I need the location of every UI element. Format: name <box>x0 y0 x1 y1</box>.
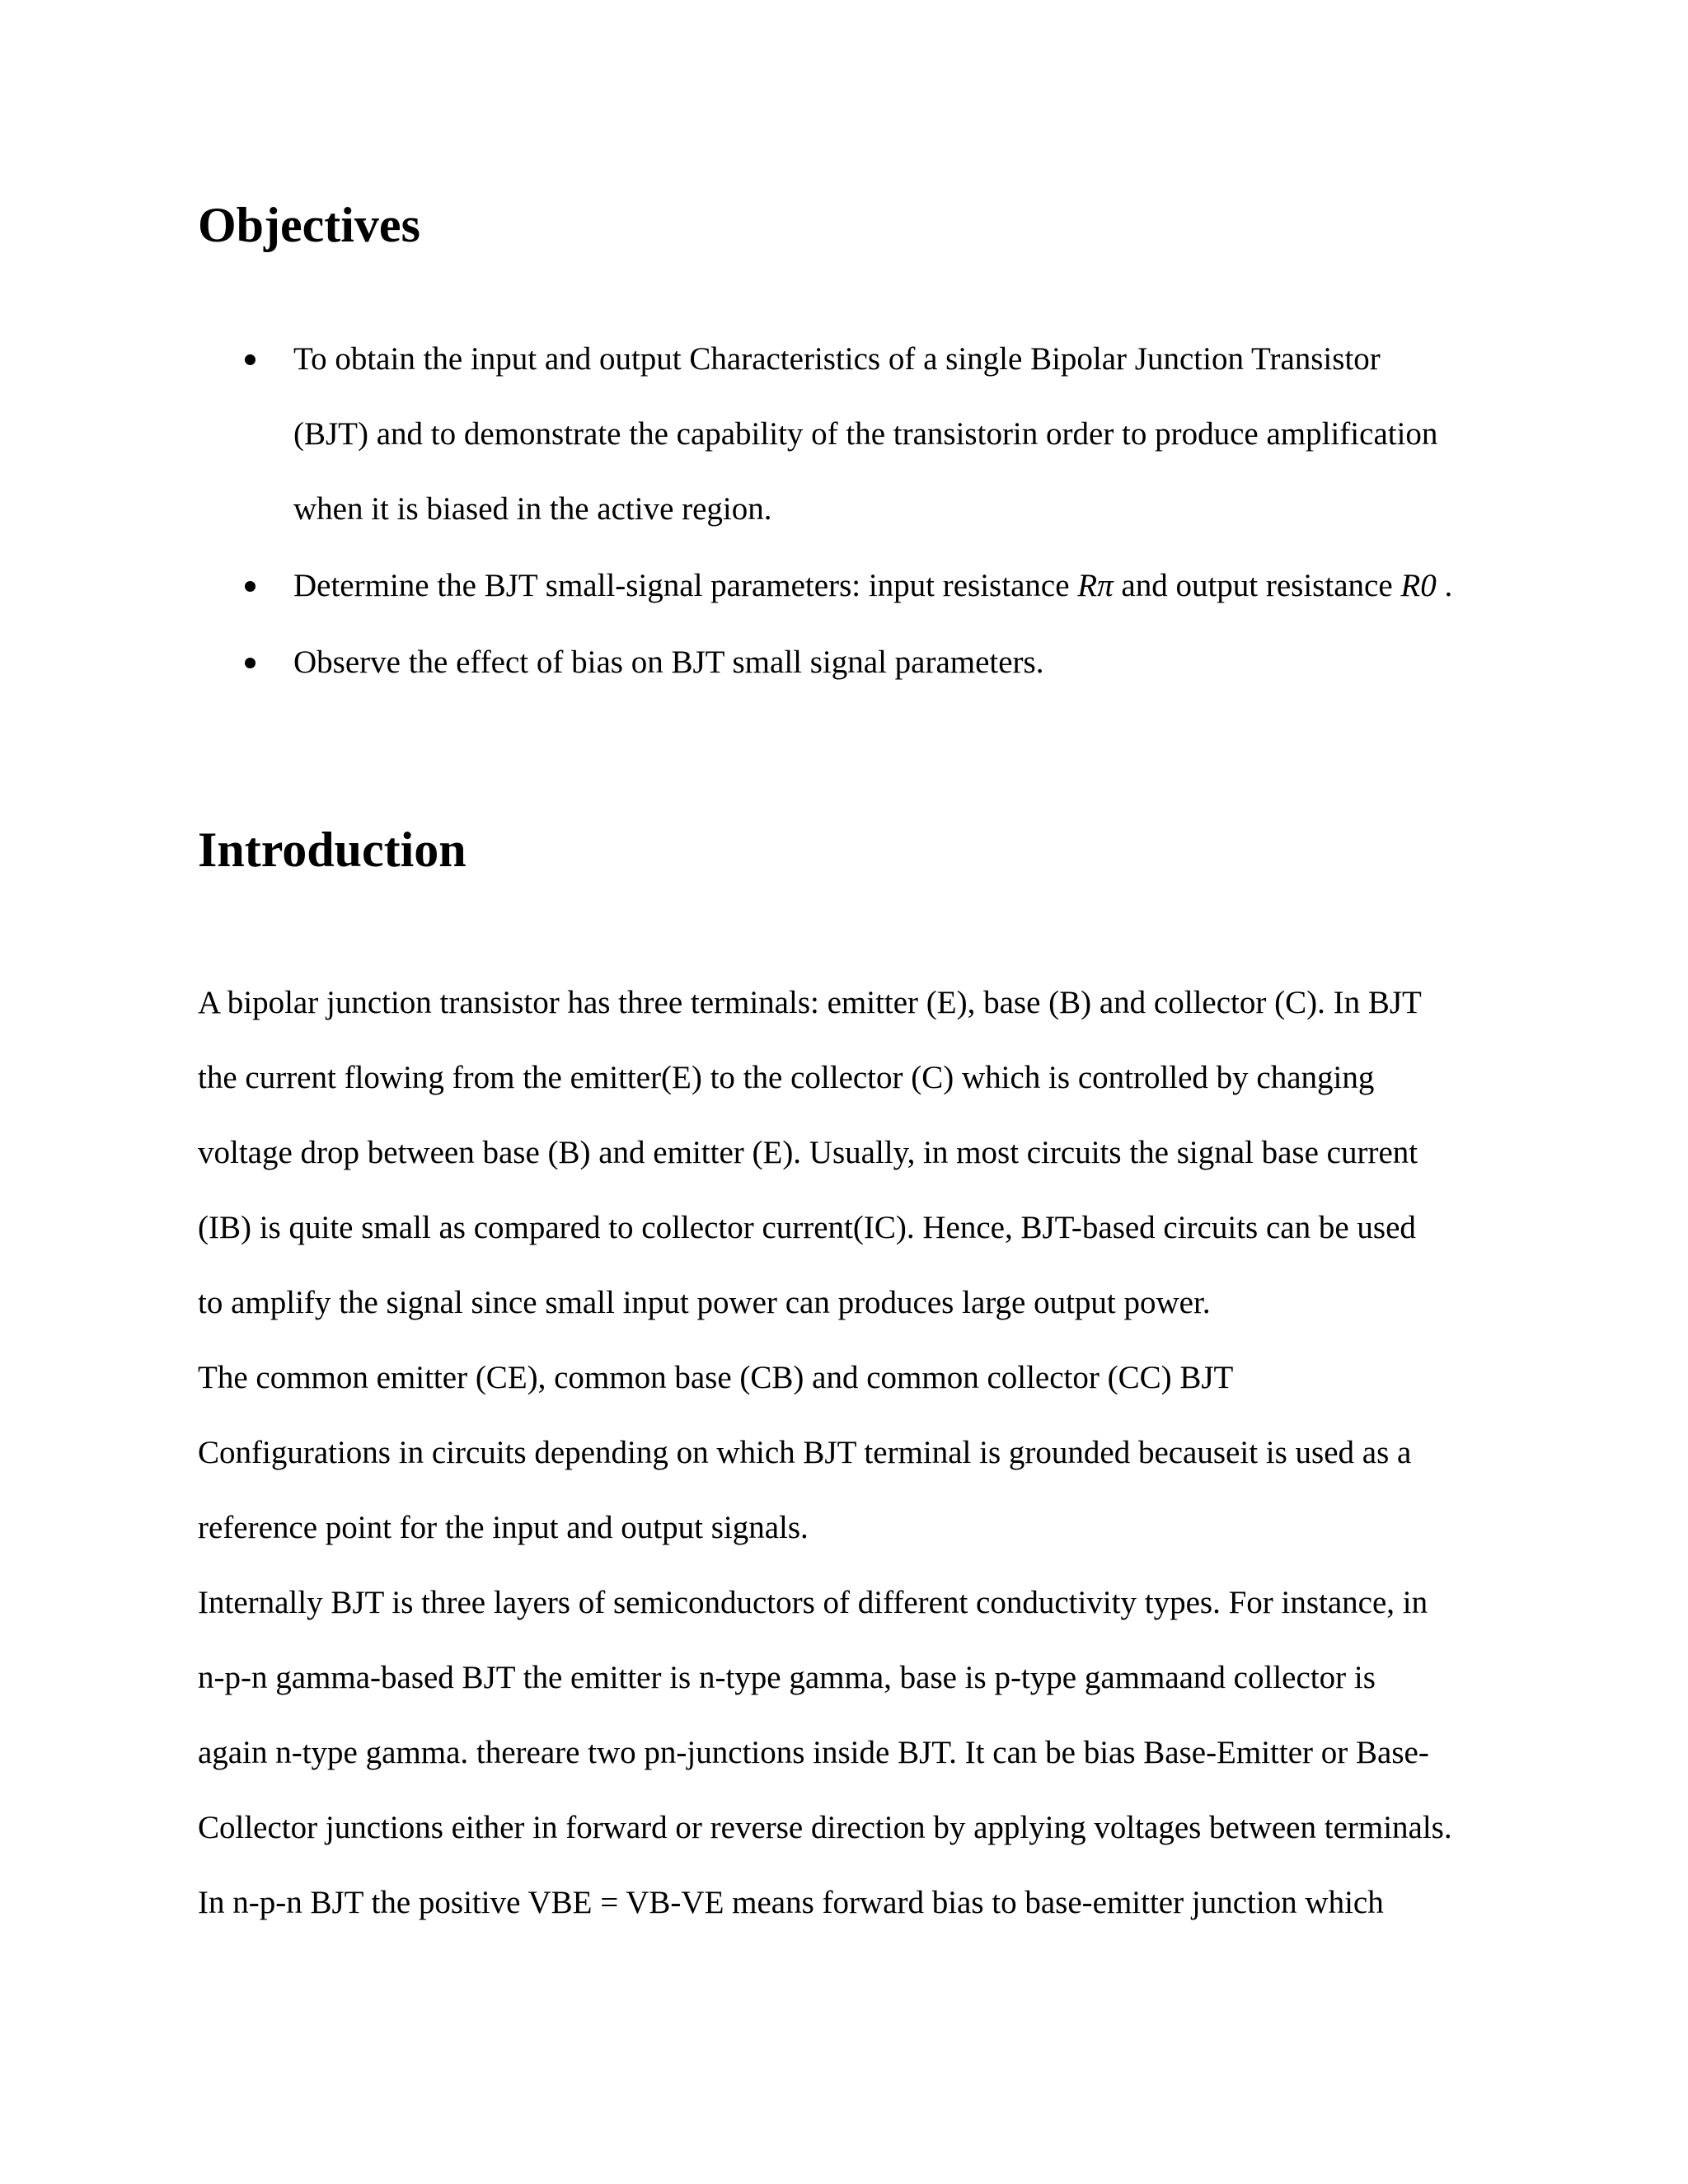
intro-line-5: to amplify the signal since small input power can produces large output power. <box>198 1285 1211 1320</box>
intro-line-10: n-p-n gamma-based BJT the emitter is n-type gamma, base is p-type gammaand collector is <box>198 1660 1376 1695</box>
intro-line-7: Configurations in circuits depending on which BJT terminal is grounded becauseit is used as a <box>198 1435 1412 1470</box>
intro-line-2: the current flowing from the emitter(E) to the collector (C) which is controlled by changing <box>198 1060 1375 1095</box>
bullet-icon <box>245 354 256 365</box>
objective-2-middle: and output resistance <box>1113 568 1401 603</box>
intro-line-9: Internally BJT is three layers of semiconductors of different conductivity types. For instance, in <box>198 1585 1428 1620</box>
intro-line-6: The common emitter (CE), common base (CB) and common collector (CC) BJT <box>198 1360 1234 1395</box>
objectives-heading: Objectives <box>198 198 420 252</box>
introduction-heading: Introduction <box>198 823 467 877</box>
bullet-icon <box>245 581 256 592</box>
intro-line-3: voltage drop between base (B) and emitter (E). Usually, in most circuits the signal base current <box>198 1135 1418 1170</box>
intro-line-12: Collector junctions either in forward or reverse direction by applying voltages between terminals. <box>198 1810 1452 1845</box>
output-resistance-symbol: R0 <box>1400 568 1437 603</box>
intro-line-4: (IB) is quite small as compared to collector current(IC). Hence, BJT-based circuits can be used <box>198 1210 1416 1245</box>
intro-line-8: reference point for the input and output signals. <box>198 1510 809 1545</box>
objective-2-prefix: Determine the BJT small-signal parameters: input resistance <box>293 568 1078 603</box>
objective-1-line-3: when it is biased in the active region. <box>293 491 772 527</box>
objective-1-line-1: To obtain the input and output Characteristics of a single Bipolar Junction Transistor <box>293 341 1381 377</box>
objective-1-line-2: (BJT) and to demonstrate the capability of the transistorin order to produce amplification <box>293 416 1438 452</box>
intro-line-1: A bipolar junction transistor has three terminals: emitter (E), base (B) and collector (C). In BJT <box>198 985 1422 1020</box>
objective-2-line-1 <box>293 565 1452 607</box>
intro-line-13: In n-p-n BJT the positive VBE = VB-VE means forward bias to base-emitter junction which <box>198 1885 1384 1920</box>
intro-line-11: again n-type gamma. thereare two pn-junctions inside BJT. It can be bias Base-Emitter or Base- <box>198 1735 1429 1770</box>
objective-2-suffix: . <box>1436 568 1453 603</box>
bullet-icon <box>245 658 256 668</box>
objective-3-line-1: Observe the effect of bias on BJT small signal parameters. <box>293 644 1044 680</box>
input-resistance-symbol: Rπ <box>1077 568 1114 603</box>
